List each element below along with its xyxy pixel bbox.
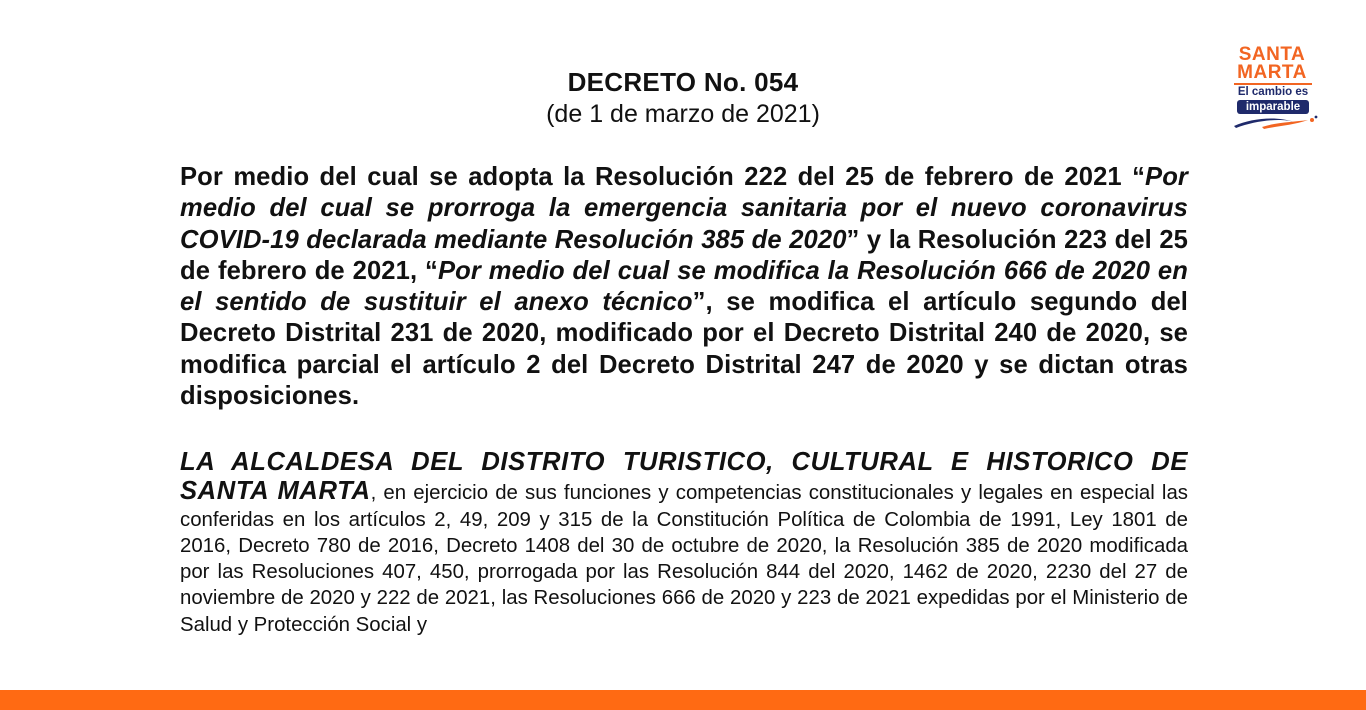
summary-italic-2: Por medio del cual se modifica la Resolución 666 de 2020 en el sentido de sustituir el anexo técnico xyxy=(180,256,1188,317)
swoosh-dot-1 xyxy=(1310,118,1314,122)
summary-text-3: ”, se modifica el artículo segundo del Decreto Distrital 231 de 2020, modificado por el Decreto Distrital 240 de 2020, se modifica parcial el artículo 2 del Decreto Distrital 247 de 2020 y se dictan otras disposiciones. xyxy=(180,288,1188,411)
authority-paragraph xyxy=(180,448,1188,638)
decree-date: (de 1 de marzo de 2021) xyxy=(546,100,820,128)
footer-bar xyxy=(0,690,1366,710)
summary-text-2: ” y la Resolución 223 del 25 de febrero de 2021, “ xyxy=(180,225,1188,285)
swoosh-orange xyxy=(1262,120,1308,129)
summary-italic-1: Por medio del cual se prorroga la emergencia sanitaria por el nuevo coronavirus COVID-19 declarada mediante Resolución 385 de 2020 xyxy=(180,163,1188,254)
logo-divider xyxy=(1234,83,1312,85)
decree-title: DECRETO No. 054 xyxy=(567,67,799,97)
logo-slogan-line-2: imparable xyxy=(1237,100,1309,114)
summary-text-1: Por medio del cual se adopta la Resolución 222 del 25 de febrero de 2021 “ xyxy=(180,163,1146,191)
decree-summary xyxy=(180,162,1188,412)
logo-line-santa: SANTA xyxy=(1238,44,1306,65)
authority-heading: LA ALCALDESA DEL DISTRITO TURISTICO, CULTURAL E HISTORICO DE SANTA MARTA xyxy=(180,448,1188,506)
logo-slogan-line-1: El cambio es xyxy=(1237,86,1309,98)
swoosh-dot-2 xyxy=(1315,116,1318,119)
logo-swoosh-icon xyxy=(1232,114,1320,130)
authority-text: , en ejercicio de sus funciones y competencias constitucionales y legales en especial las conferidas en los artículos 2, 49, 209 y 315 de la Constitución Política de Colombia de 1991, Ley 1801 de 2016, Decreto 780 de 2016, Decreto 1408 del 30 de octubre de 2020, la Resolución 385 de 2020 modificada por las Resoluciones 407, 450, prorrogada por las Resolución 844 del 2020, 1462 de 2020, 2230 del 27 de noviembre de 2020 y 222 de 2021, las Resoluciones 666 de 2020 y 223 de 2021 expedidas por el Ministerio de Salud y Protección Social y xyxy=(180,482,1188,636)
logo-line-marta: MARTA xyxy=(1237,62,1307,83)
santa-marta-logo xyxy=(1232,46,1320,138)
